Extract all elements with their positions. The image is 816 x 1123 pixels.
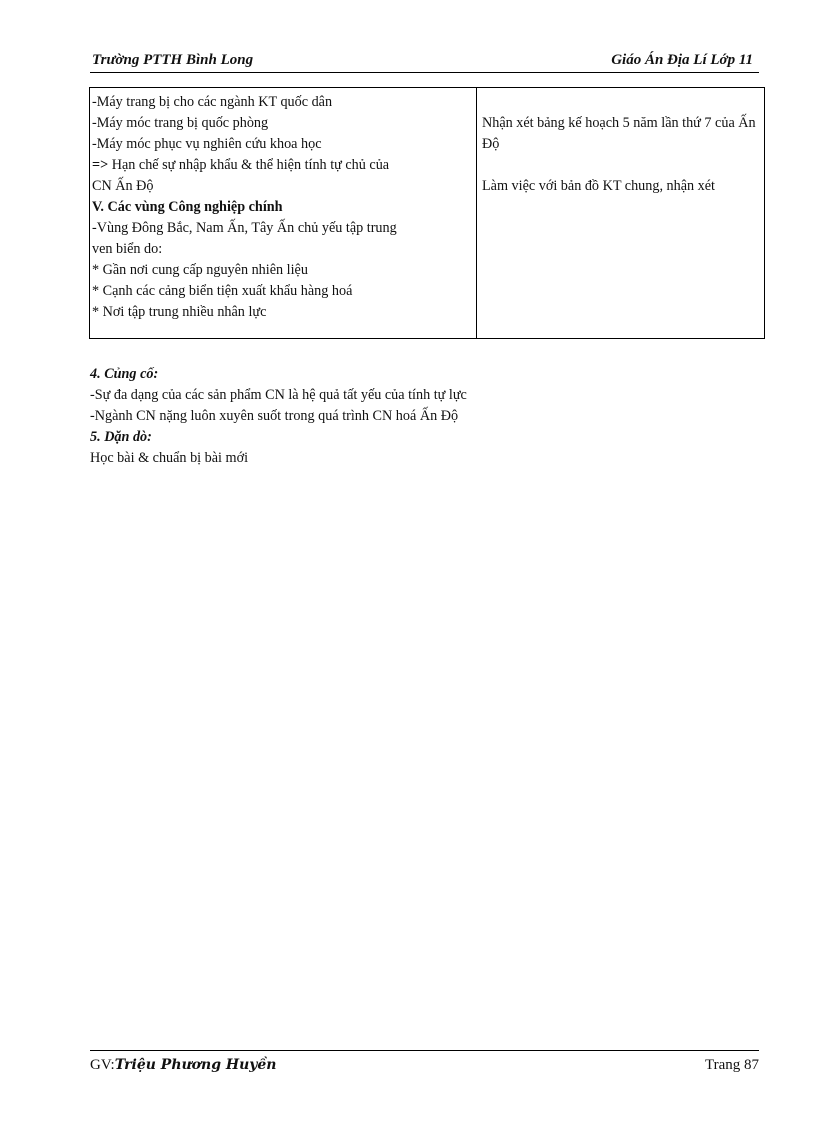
table-left-column [92, 92, 472, 323]
lesson-table [89, 87, 765, 339]
teacher-label: GV: [90, 1057, 115, 1073]
list-item: Học bài & chuẩn bị bài mới [90, 450, 249, 466]
list-item: CN Ấn Độ [92, 178, 154, 194]
list-item: -Ngành CN nặng luôn xuyên suốt trong quá trình CN hoá Ấn Độ [90, 408, 459, 424]
list-item: * Cạnh các cảng biển tiện xuất khẩu hàng hoá [92, 283, 353, 299]
list-item: -Máy móc phục vụ nghiên cứu khoa học [92, 136, 322, 152]
summary-section [90, 364, 760, 469]
arrow-symbol: => [92, 157, 109, 173]
page-number: Trang 87 [704, 1057, 759, 1073]
list-item: * Gần nơi cung cấp nguyên nhiên liệu [92, 262, 308, 278]
teacher-credit [90, 1057, 276, 1074]
section-heading: V. Các vùng Công nghiệp chính [92, 199, 283, 215]
consolidation-title: 4. Củng cố: [90, 366, 159, 382]
list-item: -Máy móc trang bị quốc phòng [92, 115, 269, 131]
subject-title: Giáo Án Địa Lí Lớp 11 [611, 52, 753, 68]
activity-note: Nhận xét bảng kế hoạch 5 năm lần thứ 7 của Ấn Độ [482, 115, 756, 152]
conclusion-text: Hạn chế sự nhập khẩu & thể hiện tính tự chủ của [108, 157, 390, 173]
list-item: * Nơi tập trung nhiều nhân lực [92, 304, 267, 320]
list-item: ven biển do: [92, 241, 163, 257]
list-item: -Sự đa dạng của các sản phẩm CN là hệ quả tất yếu của tính tự lực [90, 387, 467, 403]
spacer [482, 155, 760, 176]
activity-note: Làm việc với bản đồ KT chung, nhận xét [482, 178, 715, 194]
school-name: Trường PTTH Bình Long [92, 52, 254, 68]
page-footer [90, 1050, 759, 1077]
table-right-column [482, 113, 760, 197]
list-item [92, 155, 472, 176]
page-header [90, 50, 759, 73]
table-column-divider [476, 88, 477, 338]
homework-title: 5. Dặn dò: [90, 429, 152, 445]
list-item: -Máy trang bị cho các ngành KT quốc dân [92, 94, 333, 110]
teacher-name: Triệu Phương Huyền [114, 1057, 277, 1073]
list-item: -Vùng Đông Bắc, Nam Ấn, Tây Ấn chủ yếu tập trung [92, 220, 397, 236]
